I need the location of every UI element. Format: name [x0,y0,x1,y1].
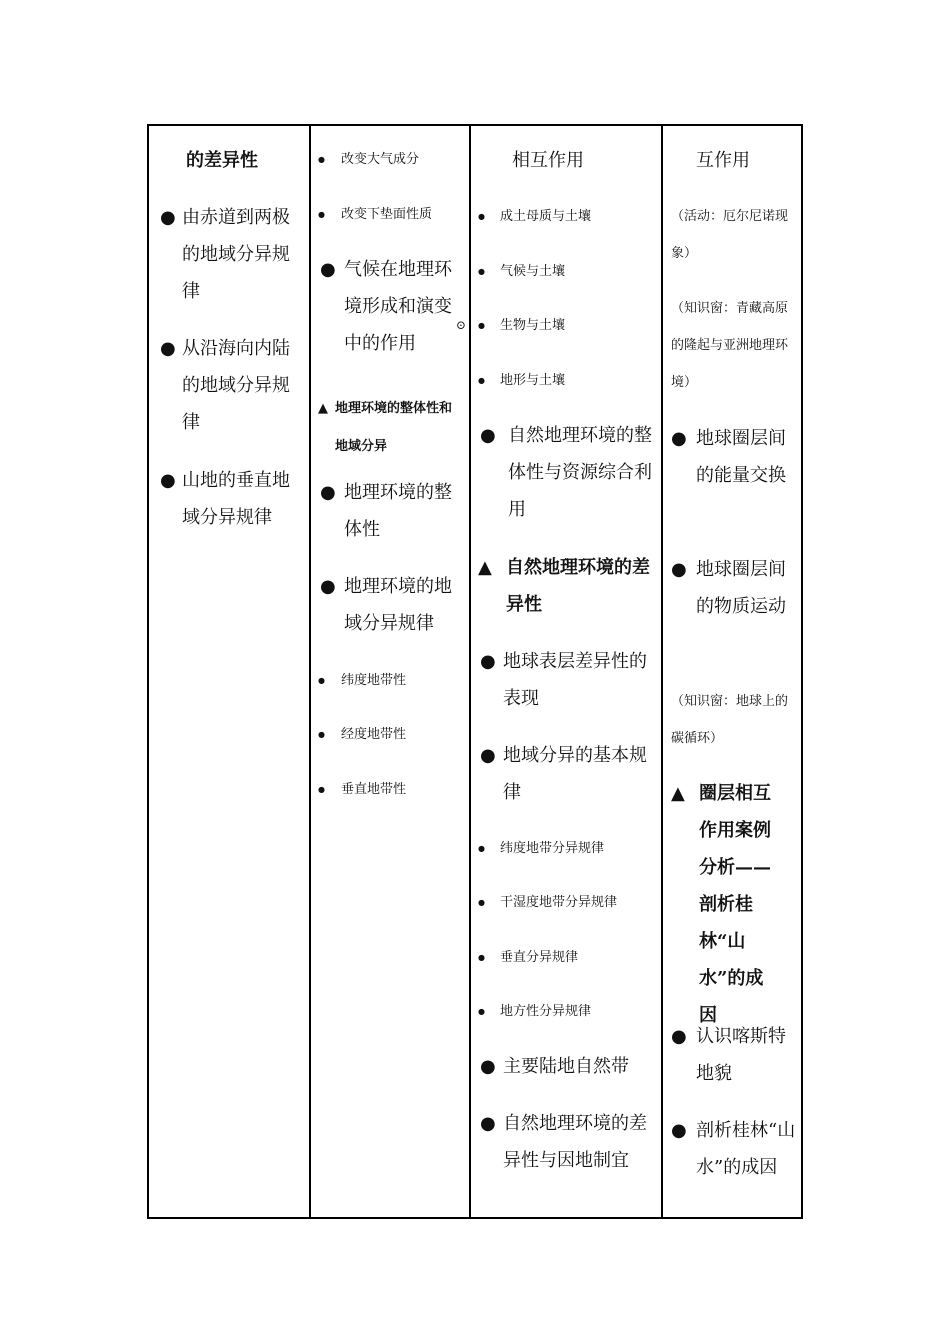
bullet-icon: ● [671,1026,687,1047]
bullet-icon: ● [318,155,325,164]
column-divider [469,126,471,1217]
bullet-icon: ● [480,1113,496,1134]
col2-item: ● 改变大气成分 [318,150,466,170]
col4-heading: 互作用 [696,150,750,171]
col4-note: （活动：厄尔尼诺现象） [671,209,789,261]
col2-section: ▲ 地理环境的整体性和地域分异 [318,390,458,466]
col2-item: ● 纬度地带性 [318,671,466,691]
triangle-icon: ▲ [671,783,685,804]
col3-item: ● 自然地理环境的整体性与资源综合利用 [480,417,652,528]
bullet-icon: ● [160,207,176,228]
col4-item: ● 地球圈层间的能量交换 [671,420,797,494]
col3-heading: 相互作用 [512,150,584,171]
bullet-icon: ● [671,1120,687,1141]
bullet-icon: ● [318,210,325,219]
bullet-icon: ● [318,785,325,794]
col3-item: ● 地域分异的基本规律 [480,737,650,811]
bullet-icon: ● [478,1007,485,1016]
column-divider [661,126,663,1217]
col3-section: ▲ 自然地理环境的差异性 [478,549,653,623]
bullet-icon: ● [320,576,336,597]
col4-note: （知识窗：青藏高原的隆起与亚洲地理环境） [671,301,789,390]
col3-item: ● 成土母质与土壤 [478,207,658,227]
bullet-icon: ● [671,428,687,449]
col2-item: ● 地理环境的整体性 [320,474,462,548]
bullet-icon: ● [480,651,496,672]
bullet-icon: ● [478,267,485,276]
bullet-icon: ● [478,898,485,907]
bullet-icon: ● [478,321,485,330]
col1-item: ● 从沿海向内陆的地域分异规律 [160,330,305,441]
bullet-icon: ● [480,425,496,446]
col4-item: ● 剖析桂林“山水”的成因 [671,1112,797,1186]
bullet-icon: ● [318,730,325,739]
bullet-icon: ● [320,259,336,280]
col4-item: ● 地球圈层间的物质运动 [671,551,797,625]
col3-item: ● 生物与土壤 [478,316,658,336]
col3-item: ● 气候与土壤 [478,262,658,282]
col2-item: ● 气候在地理环境形成和演变中的作用 [320,251,462,362]
col3-item: ● 垂直分异规律 [478,948,658,968]
bullet-icon: ● [160,338,176,359]
col2-item: ● 改变下垫面性质 [318,205,466,225]
col1-item: ● 由赤道到两极的地域分异规律 [160,199,305,310]
triangle-icon: ▲ [478,557,492,578]
col4-item: ● 认识喀斯特地貌 [671,1018,797,1092]
bullet-icon: ● [480,745,496,766]
col3-item: ● 地球表层差异性的表现 [480,643,650,717]
col3-item: ● 地形与土壤 [478,371,658,391]
bullet-icon: ● [478,844,485,853]
col3-item: ● 地方性分异规律 [478,1002,658,1022]
bullet-icon: ● [478,376,485,385]
bullet-icon: ● [478,953,485,962]
col2-item: ● 经度地带性 [318,725,466,745]
circle-dot-icon: ⊙ [456,318,467,332]
col3-item: ● 主要陆地自然带 [480,1048,650,1085]
bullet-icon: ● [480,1056,496,1077]
col2-item: ● 地理环境的地域分异规律 [320,568,462,642]
bullet-icon: ● [320,482,336,503]
col2-item: ● 垂直地带性 [318,780,466,800]
col4-section: ▲ 圈层相互作用案例分析——剖析桂林“山水”的成因 [671,775,781,1034]
col3-item: ● 自然地理环境的差异性与因地制宜 [480,1105,650,1179]
bullet-icon: ● [318,676,325,685]
col3-item: ● 干湿度地带分异规律 [478,893,658,913]
column-divider [309,126,311,1217]
bullet-icon: ● [478,212,485,221]
col1-item: ● 山地的垂直地域分异规律 [160,462,305,536]
col1-heading: 的差异性 [186,150,258,171]
triangle-icon: ▲ [318,401,328,416]
col4-note: （知识窗：地球上的碳循环） [671,694,789,746]
bullet-icon: ● [160,470,176,491]
bullet-icon: ● [671,559,687,580]
col3-item: ● 纬度地带分异规律 [478,839,658,859]
